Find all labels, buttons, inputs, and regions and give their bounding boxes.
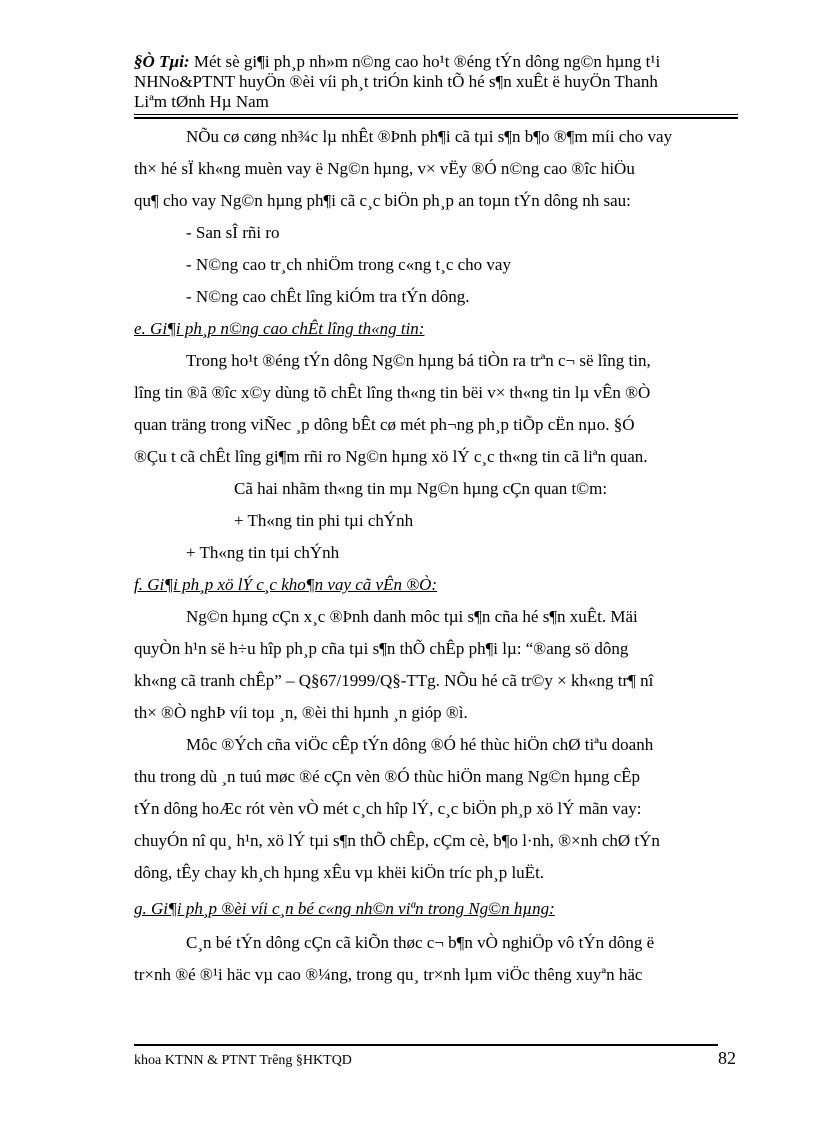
- body-line: tÝn dông hoÆc rót vèn vÒ mét c¸ch hîp lÝ, c¸c biÖn ph¸p xö lÝ mãn vay:: [134, 799, 642, 818]
- body-line: tr×nh ®é ®¹i häc vµ cao ®¼ng, trong qu¸ tr×nh lµm viÖc thêng xuyªn häc: [134, 965, 643, 984]
- body-line: qu¶ cho vay Ng©n hµng ph¶i cã c¸c biÖn ph¸p an toµn tÝn dông nh sau:: [134, 191, 631, 210]
- bullet-item: - N©ng cao tr¸ch nhiÖm trong c«ng t¸c cho vay: [186, 255, 511, 274]
- body-line: Ng©n hµng cÇn x¸c ®Þnh danh môc tµi s¶n cña hé s¶n xuÊt. Mäi: [186, 607, 638, 626]
- header-title-1: Mét sè gi¶i ph¸p nh»m n©ng cao ho¹t ®éng tÝn dông ng©n hµng t¹i: [189, 52, 661, 71]
- section-heading-g: g. Gi¶i ph¸p ®èi víi c¸n bé c«ng nh©n viªn trong Ng©n hµng:: [134, 899, 555, 918]
- body-line: dông, tÊy chay kh¸ch hµng xÊu vµ khëi kiÖn tríc ph¸p luËt.: [134, 863, 545, 882]
- bullet-item: - San sÎ rñi ro: [186, 223, 280, 242]
- body-line: th× hé sÏ kh«ng muèn vay ë Ng©n hµng, v× vËy ®Ó n©ng cao ®îc hiÖu: [134, 159, 635, 178]
- footer-rule: [134, 1044, 718, 1046]
- footer-text: khoa KTNN & PTNT Trêng §HKTQD: [134, 1053, 352, 1068]
- bullet-item: - N©ng cao chÊt lîng kiÓm tra tÝn dông.: [186, 287, 470, 306]
- body-line: C¸n bé tÝn dông cÇn cã kiÕn thøc c¬ b¶n vÒ nghiÖp vô tÝn dông ë: [186, 933, 655, 952]
- body-line: kh«ng cã tranh chÊp” – Q§67/1999/Q§-TTg. NÕu hé cã tr©y × kh«ng tr¶ nî: [134, 671, 654, 690]
- body-line: chuyÓn nî qu¸ h¹n, xö lÝ tµi s¶n thÕ chÊp, cÇm cè, b¶o l·nh, ®×nh chØ tÝn: [134, 831, 660, 850]
- page-header: [134, 52, 734, 132]
- header-line-1: [134, 52, 734, 72]
- list-item: + Th«ng tin tµi chÝnh: [186, 543, 340, 562]
- section-heading-f: f. Gi¶i ph¸p xö lÝ c¸c kho¶n vay cã vÊn ®Ò:: [134, 575, 438, 594]
- body-line: quan träng trong viÑec ¸p dông bÊt cø mét ph¬ng ph¸p tiÕp cËn nµo. §Ó: [134, 415, 635, 434]
- header-line-2: NHNo&PTNT huyÖn ®èi víi ph¸t triÓn kinh tÕ hé s¶n xuÊt ë huyÖn Thanh: [134, 72, 658, 91]
- page-number: 82: [718, 1048, 736, 1068]
- body-line: thu trong dù ¸n tuú møc ®é cÇn vèn ®Ó thùc hiÖn mang Ng©n hµng cÊp: [134, 767, 641, 786]
- body-line: lîng tin ®ã ®îc x©y dùng tõ chÊt lîng th«ng tin bëi v× th«ng tin lµ vÊn ®Ò: [134, 383, 651, 402]
- list-item: + Th«ng tin phi tµi chÝnh: [234, 511, 414, 530]
- header-rule: [134, 114, 738, 119]
- header-label: §Ò Tµi:: [134, 52, 190, 71]
- body-line: Cã hai nhãm th«ng tin mµ Ng©n hµng cÇn quan t©m:: [234, 479, 608, 498]
- section-heading-e: e. Gi¶i ph¸p n©ng cao chÊt lîng th«ng tin:: [134, 319, 425, 338]
- header-line-3: Liªm tØnh Hµ Nam: [134, 92, 269, 111]
- body-line: Trong ho¹t ®éng tÝn dông Ng©n hµng bá tiÒn ra trªn c¬ së lîng tin,: [186, 351, 651, 370]
- body-line: quyÒn h¹n së h÷u hîp ph¸p cña tµi s¶n thÕ chÊp ph¶i lµ: “®ang sö dông: [134, 639, 629, 658]
- body-line: Môc ®Ých cña viÖc cÊp tÝn dông ®Ó hé thùc hiÖn chØ tiªu doanh: [186, 735, 654, 754]
- body-line: NÕu cø cøng nh¾c lµ nhÊt ®Þnh ph¶i cã tµi s¶n b¶o ®¶m míi cho vay: [186, 127, 673, 146]
- body-line: th× ®Ò nghÞ víi toµ ¸n, ®èi thi hµnh ¸n gióp ®ì.: [134, 703, 468, 722]
- body-line: ®Çu t cã chÊt lîng gi¶m rñi ro Ng©n hµng xö lÝ c¸c th«ng tin cã liªn quan.: [134, 447, 648, 466]
